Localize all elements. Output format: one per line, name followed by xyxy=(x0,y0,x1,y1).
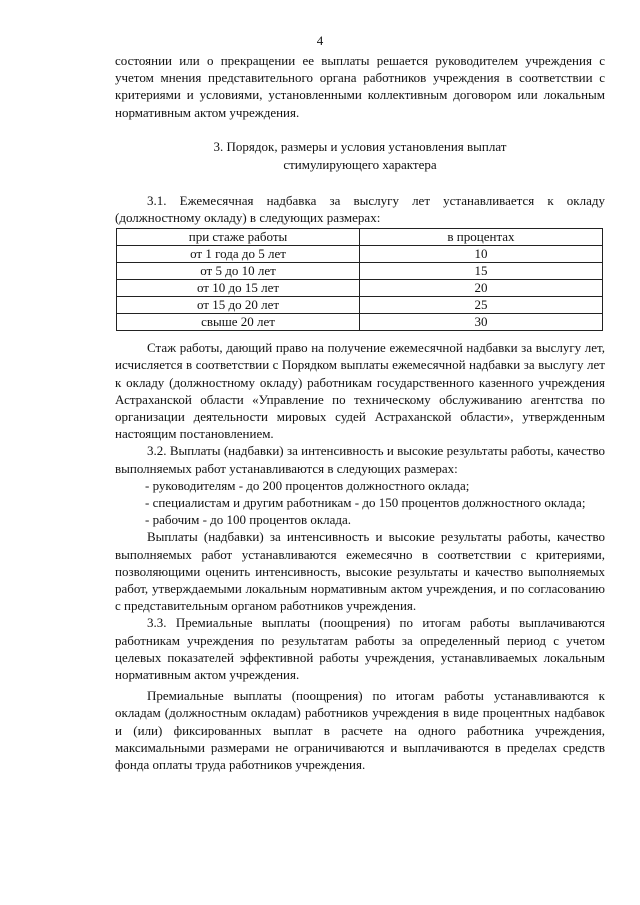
seniority-allowance-table xyxy=(116,228,603,331)
section-heading-line2: стимулирующего характера xyxy=(283,156,437,172)
list-item: - специалистам и другим работникам - до 150 процентов должностного оклада; xyxy=(145,495,586,511)
table-row xyxy=(117,246,603,263)
table-cell-experience: от 10 до 15 лет xyxy=(117,280,360,297)
paragraph-premial: Премиальные выплаты (поощрения) по итогам работы устанавливаются к окладам (должностным окладам) работников учреждения в виде процентных надбавок и (или) фиксированных выплат в расчете на одного работника учреждения, максимальными размерами не ограничиваются и выплачиваются в пределах средств фонда оплаты труда работников учреждения. xyxy=(115,688,605,773)
table-header-experience: при стаже работы xyxy=(117,229,360,246)
section-heading xyxy=(115,138,605,174)
table-row xyxy=(117,280,603,297)
document-body xyxy=(115,52,605,773)
paragraph-continuation: состоянии или о прекращении ее выплаты решается руководителем учреждения с учетом мнения представительного органа работников учреждения в соответствии с критериями и условиями, установленными коллективным договором или локальным нормативным актом учреждения. xyxy=(115,53,605,120)
paragraph-stazh: Стаж работы, дающий право на получение ежемесячной надбавки за выслугу лет, исчисляется в соответствии с Порядком выплаты ежемесячной надбавки за выслугу лет к окладу (должностному окладу) работникам государственного казенного учреждения Астраханской области «Управление по техническому обслуживанию агентства по организации деятельности мировых судей Астраханской области», утвержденным настоящим постановлением. xyxy=(115,340,605,442)
section-heading-line1: 3. Порядок, размеры и условия установления выплат xyxy=(213,138,507,154)
section-3-1-intro: 3.1. Ежемесячная надбавка за выслугу лет устанавливается к окладу (должностному окладу) в следующих размерах: xyxy=(115,192,605,226)
table-header-row xyxy=(117,229,603,246)
table-cell-experience: от 1 года до 5 лет xyxy=(117,246,360,263)
table-cell-experience: свыше 20 лет xyxy=(117,314,360,331)
table-row xyxy=(117,263,603,280)
table-row xyxy=(117,297,603,314)
table-cell-percent: 20 xyxy=(360,280,603,297)
list-item: - руководителям - до 200 процентов должностного оклада; xyxy=(145,477,470,493)
table-cell-percent: 30 xyxy=(360,314,603,331)
table-cell-percent: 15 xyxy=(360,263,603,280)
table-cell-experience: от 5 до 10 лет xyxy=(117,263,360,280)
page-number: 4 xyxy=(316,33,324,48)
section-3-2: 3.2. Выплаты (надбавки) за интенсивность и высокие результаты работы, качество выполняемых работ устанавливаются в следующих размерах: xyxy=(115,443,605,476)
paragraph-vyplaty: Выплаты (надбавки) за интенсивность и высокие результаты работы, качество выполняемых работ устанавливаются ежемесячно в соответствии с критериями, позволяющими оценить интенсивность, высокие результаты и качество выполняемых работ, утверждаемыми локальным нормативным актом учреждения, и по согласованию с представительным органом работников учреждения. xyxy=(115,529,605,614)
table-cell-percent: 25 xyxy=(360,297,603,314)
table-row xyxy=(117,314,603,331)
table-cell-experience: от 15 до 20 лет xyxy=(117,297,360,314)
table-header-percent: в процентах xyxy=(360,229,603,246)
list-item: - рабочим - до 100 процентов оклада. xyxy=(145,512,352,528)
section-3-3: 3.3. Премиальные выплаты (поощрения) по итогам работы выплачиваются работникам учреждения по результатам работы за определенный период с учетом целевых показателей эффективной работы учреждения, устанавливаемых локальным нормативным актом учреждения. xyxy=(115,615,605,683)
table-cell-percent: 10 xyxy=(360,246,603,263)
